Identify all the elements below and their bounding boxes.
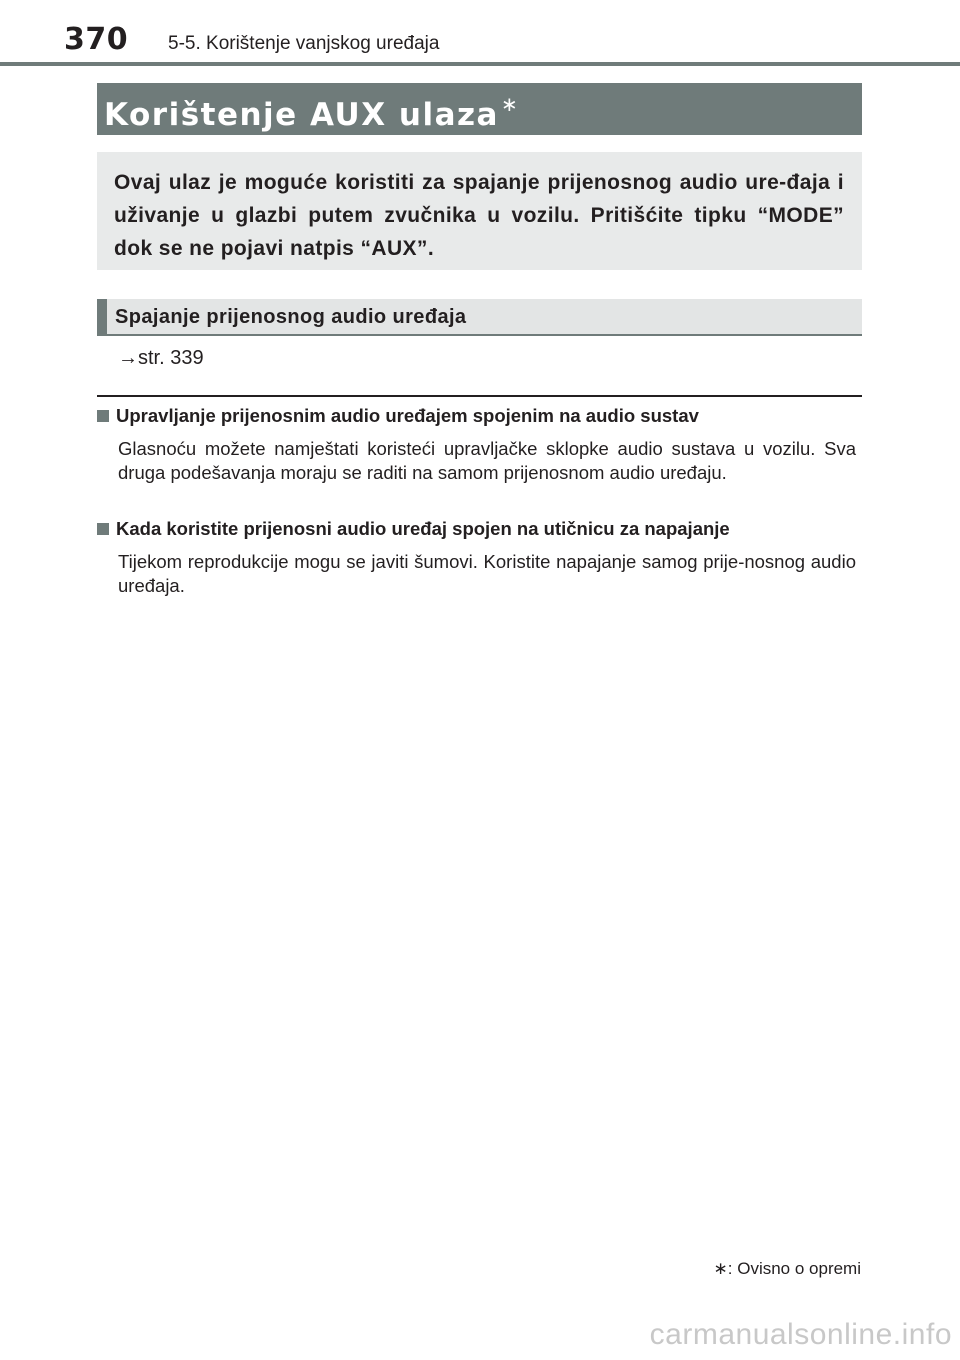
intro-box bbox=[97, 152, 862, 270]
item-heading-text: Upravljanje prijenosnim audio uređajem spojenim na audio sustav bbox=[116, 405, 699, 426]
title-asterisk: ∗ bbox=[500, 92, 520, 116]
running-head: 5-5. Korištenje vanjskog uređaja bbox=[168, 33, 440, 54]
item-body: Tijekom reprodukcije mogu se javiti šumovi. Koristite napajanje samog prije-nosnog audio uređaja. bbox=[118, 551, 856, 596]
page-title-text: Korištenje AUX ulaza bbox=[104, 97, 499, 133]
item-body: Glasnoću možete namještati koristeći upravljačke sklopke audio sustava u vozilu. Sva druga podešavanja moraju se raditi na samom prijenosnom audio uređaju. bbox=[118, 438, 856, 483]
section-divider bbox=[97, 395, 862, 397]
intro-text: Ovaj ulaz je moguće koristiti za spajanje prijenosnog audio ure-đaja i uživanje u glazbi putem zvučnika u vozilu. Pritišćite tipku “MODE” dok se ne pojavi natpis “AUX”. bbox=[114, 171, 844, 260]
section-heading-bar bbox=[97, 299, 862, 336]
item-heading bbox=[97, 518, 730, 540]
item-heading bbox=[97, 405, 699, 427]
title-bar bbox=[97, 83, 862, 135]
footnote: ∗: Ovisno o opremi bbox=[713, 1259, 861, 1278]
section-accent bbox=[97, 299, 107, 334]
page-number: 370 bbox=[64, 22, 129, 57]
page-reference: →str. 339 bbox=[118, 347, 204, 369]
header-rule bbox=[0, 62, 960, 66]
square-bullet-icon bbox=[97, 523, 109, 535]
square-bullet-icon bbox=[97, 410, 109, 422]
section-heading: Spajanje prijenosnog audio uređaja bbox=[115, 306, 467, 328]
item-heading-text: Kada koristite prijenosni audio uređaj spojen na utičnicu za napajanje bbox=[116, 518, 730, 539]
page-title bbox=[104, 92, 519, 133]
watermark: carmanualsonline.info bbox=[649, 1318, 952, 1351]
